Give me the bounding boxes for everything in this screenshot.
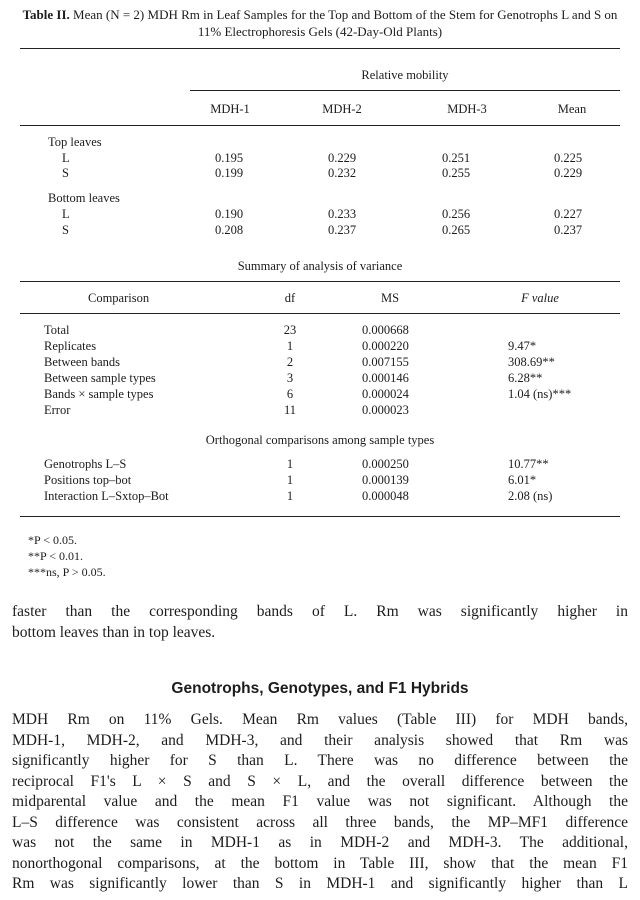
body-line: nonorthogonal comparisons, at the bottom in Table III, show that the mean F1	[12, 854, 628, 872]
table-caption	[20, 6, 620, 40]
anova-df: 6	[286, 387, 294, 401]
anova-row-label: Bands × sample types	[44, 387, 154, 401]
anova-df: 2	[286, 355, 294, 369]
column-header-rule	[20, 125, 620, 126]
table-cell: 0.233	[328, 207, 357, 221]
anova-df: 1	[286, 339, 294, 353]
anova-f: 6.28**	[508, 371, 543, 385]
orthogonal-df: 1	[286, 457, 294, 471]
anova-df: 11	[283, 403, 297, 417]
orthogonal-row-label: Interaction L–Sxtop–Bot	[44, 489, 169, 503]
table-bottom-rule	[20, 516, 620, 517]
col-header-mdh3: MDH-3	[447, 102, 487, 116]
anova-f: 9.47*	[508, 339, 537, 353]
anova-df: 23	[283, 323, 297, 337]
orthogonal-row-label: Genotrophs L–S	[44, 457, 127, 471]
anova-f: 308.69**	[508, 355, 555, 369]
orthogonal-ms: 0.000250	[362, 457, 409, 471]
table-cell: 0.255	[442, 166, 471, 180]
body-paragraph-1	[12, 602, 628, 643]
body-line: MDH Rm on 11% Gels. Mean Rm values (Table III) for MDH bands,	[12, 711, 628, 728]
body-line: faster than the corresponding bands of L. Rm was significantly higher in	[12, 603, 628, 620]
anova-title-rule	[20, 281, 620, 282]
table-cell: 0.237	[328, 223, 357, 237]
body-line: significantly higher for S than L. There was no difference between the	[12, 752, 628, 769]
col-header-mdh2: MDH-2	[322, 102, 362, 116]
table-cell: 0.251	[442, 151, 471, 165]
footnote: **P < 0.01.	[28, 549, 83, 563]
body-line: Rm was significantly lower than S in MDH-1 and significantly higher than L	[12, 875, 628, 892]
table-cell: 0.229	[554, 166, 583, 180]
anova-row-label: Between sample types	[44, 371, 156, 385]
orthogonal-row-label: Positions top–bot	[44, 473, 132, 487]
table-cell: 0.208	[215, 223, 244, 237]
anova-ms: 0.000668	[362, 323, 409, 337]
anova-row-label: Error	[44, 403, 71, 417]
anova-header-ms: MS	[380, 291, 400, 305]
anova-ms: 0.007155	[362, 355, 409, 369]
table-cell: 0.232	[328, 166, 357, 180]
anova-header-df: df	[284, 291, 296, 305]
row-label: L	[62, 151, 70, 165]
group-label-top-leaves: Top leaves	[48, 135, 102, 149]
orthogonal-f: 6.01*	[508, 473, 537, 487]
orthogonal-f: 10.77**	[508, 457, 549, 471]
orthogonal-df: 1	[286, 473, 294, 487]
relative-mobility-rule	[190, 90, 620, 91]
group-label-bottom-leaves: Bottom leaves	[48, 191, 120, 205]
orthogonal-title: Orthogonal comparisons among sample types	[205, 433, 435, 447]
anova-header-comparison: Comparison	[88, 291, 150, 305]
body-line: midparental value and the mean F1 value was not significant. Although the	[12, 793, 628, 810]
anova-ms: 0.000023	[362, 403, 409, 417]
body-line: L–S difference was consistent across all three bands, the MP–MF1 difference	[12, 813, 628, 831]
anova-title: Summary of analysis of variance	[237, 259, 403, 273]
table-top-rule	[20, 48, 620, 49]
table-cell: 0.237	[554, 223, 583, 237]
table-cell: 0.229	[328, 151, 357, 165]
col-header-mean: Mean	[557, 102, 587, 116]
table-label: Table II.	[22, 7, 70, 22]
table-cell: 0.256	[442, 207, 471, 221]
body-line: bottom leaves than in top leaves.	[12, 623, 216, 641]
anova-ms: 0.000146	[362, 371, 409, 385]
anova-f: 1.04 (ns)***	[508, 387, 572, 401]
orthogonal-ms: 0.000048	[362, 489, 409, 503]
orthogonal-f: 2.08 (ns)	[508, 489, 553, 503]
footnote: *P < 0.05.	[28, 533, 77, 547]
footnote: ***ns, P > 0.05.	[28, 565, 106, 579]
table-cell: 0.225	[554, 151, 583, 165]
anova-ms: 0.000024	[362, 387, 409, 401]
table-caption-text: Mean (N = 2) MDH Rm in Leaf Samples for the Top and Bottom of the Stem for Genotrophs L and S on 11% Electrophoresis Gels (42-Day-Old Plants)	[73, 7, 618, 39]
anova-row-label: Total	[44, 323, 70, 337]
table-cell: 0.199	[215, 166, 244, 180]
row-label: L	[62, 207, 70, 221]
anova-row-label: Replicates	[44, 339, 97, 353]
row-label: S	[62, 166, 69, 180]
col-header-mdh1: MDH-1	[210, 102, 250, 116]
orthogonal-df: 1	[286, 489, 294, 503]
table-cell: 0.227	[554, 207, 583, 221]
table-cell: 0.265	[442, 223, 471, 237]
anova-header-rule	[20, 313, 620, 314]
body-paragraph-2	[12, 710, 628, 895]
anova-ms: 0.000220	[362, 339, 409, 353]
orthogonal-ms: 0.000139	[362, 473, 409, 487]
table-cell: 0.190	[215, 207, 244, 221]
section-heading: Genotrophs, Genotypes, and F1 Hybrids	[171, 680, 469, 697]
body-line: MDH-1, MDH-2, and MDH-3, and their analysis showed that Rm was	[12, 731, 628, 749]
body-line: was not the same in MDH-1 as in MDH-2 and MDH-3. The additional,	[12, 834, 628, 851]
anova-row-label: Between bands	[44, 355, 121, 369]
relative-mobility-header: Relative mobility	[361, 68, 449, 82]
anova-header-f-value: F value	[521, 291, 559, 305]
table-cell: 0.195	[215, 151, 244, 165]
row-label: S	[62, 223, 69, 237]
anova-df: 3	[286, 371, 294, 385]
body-line: reciprocal F1's L × S and S × L, and the overall difference between the	[12, 772, 628, 790]
